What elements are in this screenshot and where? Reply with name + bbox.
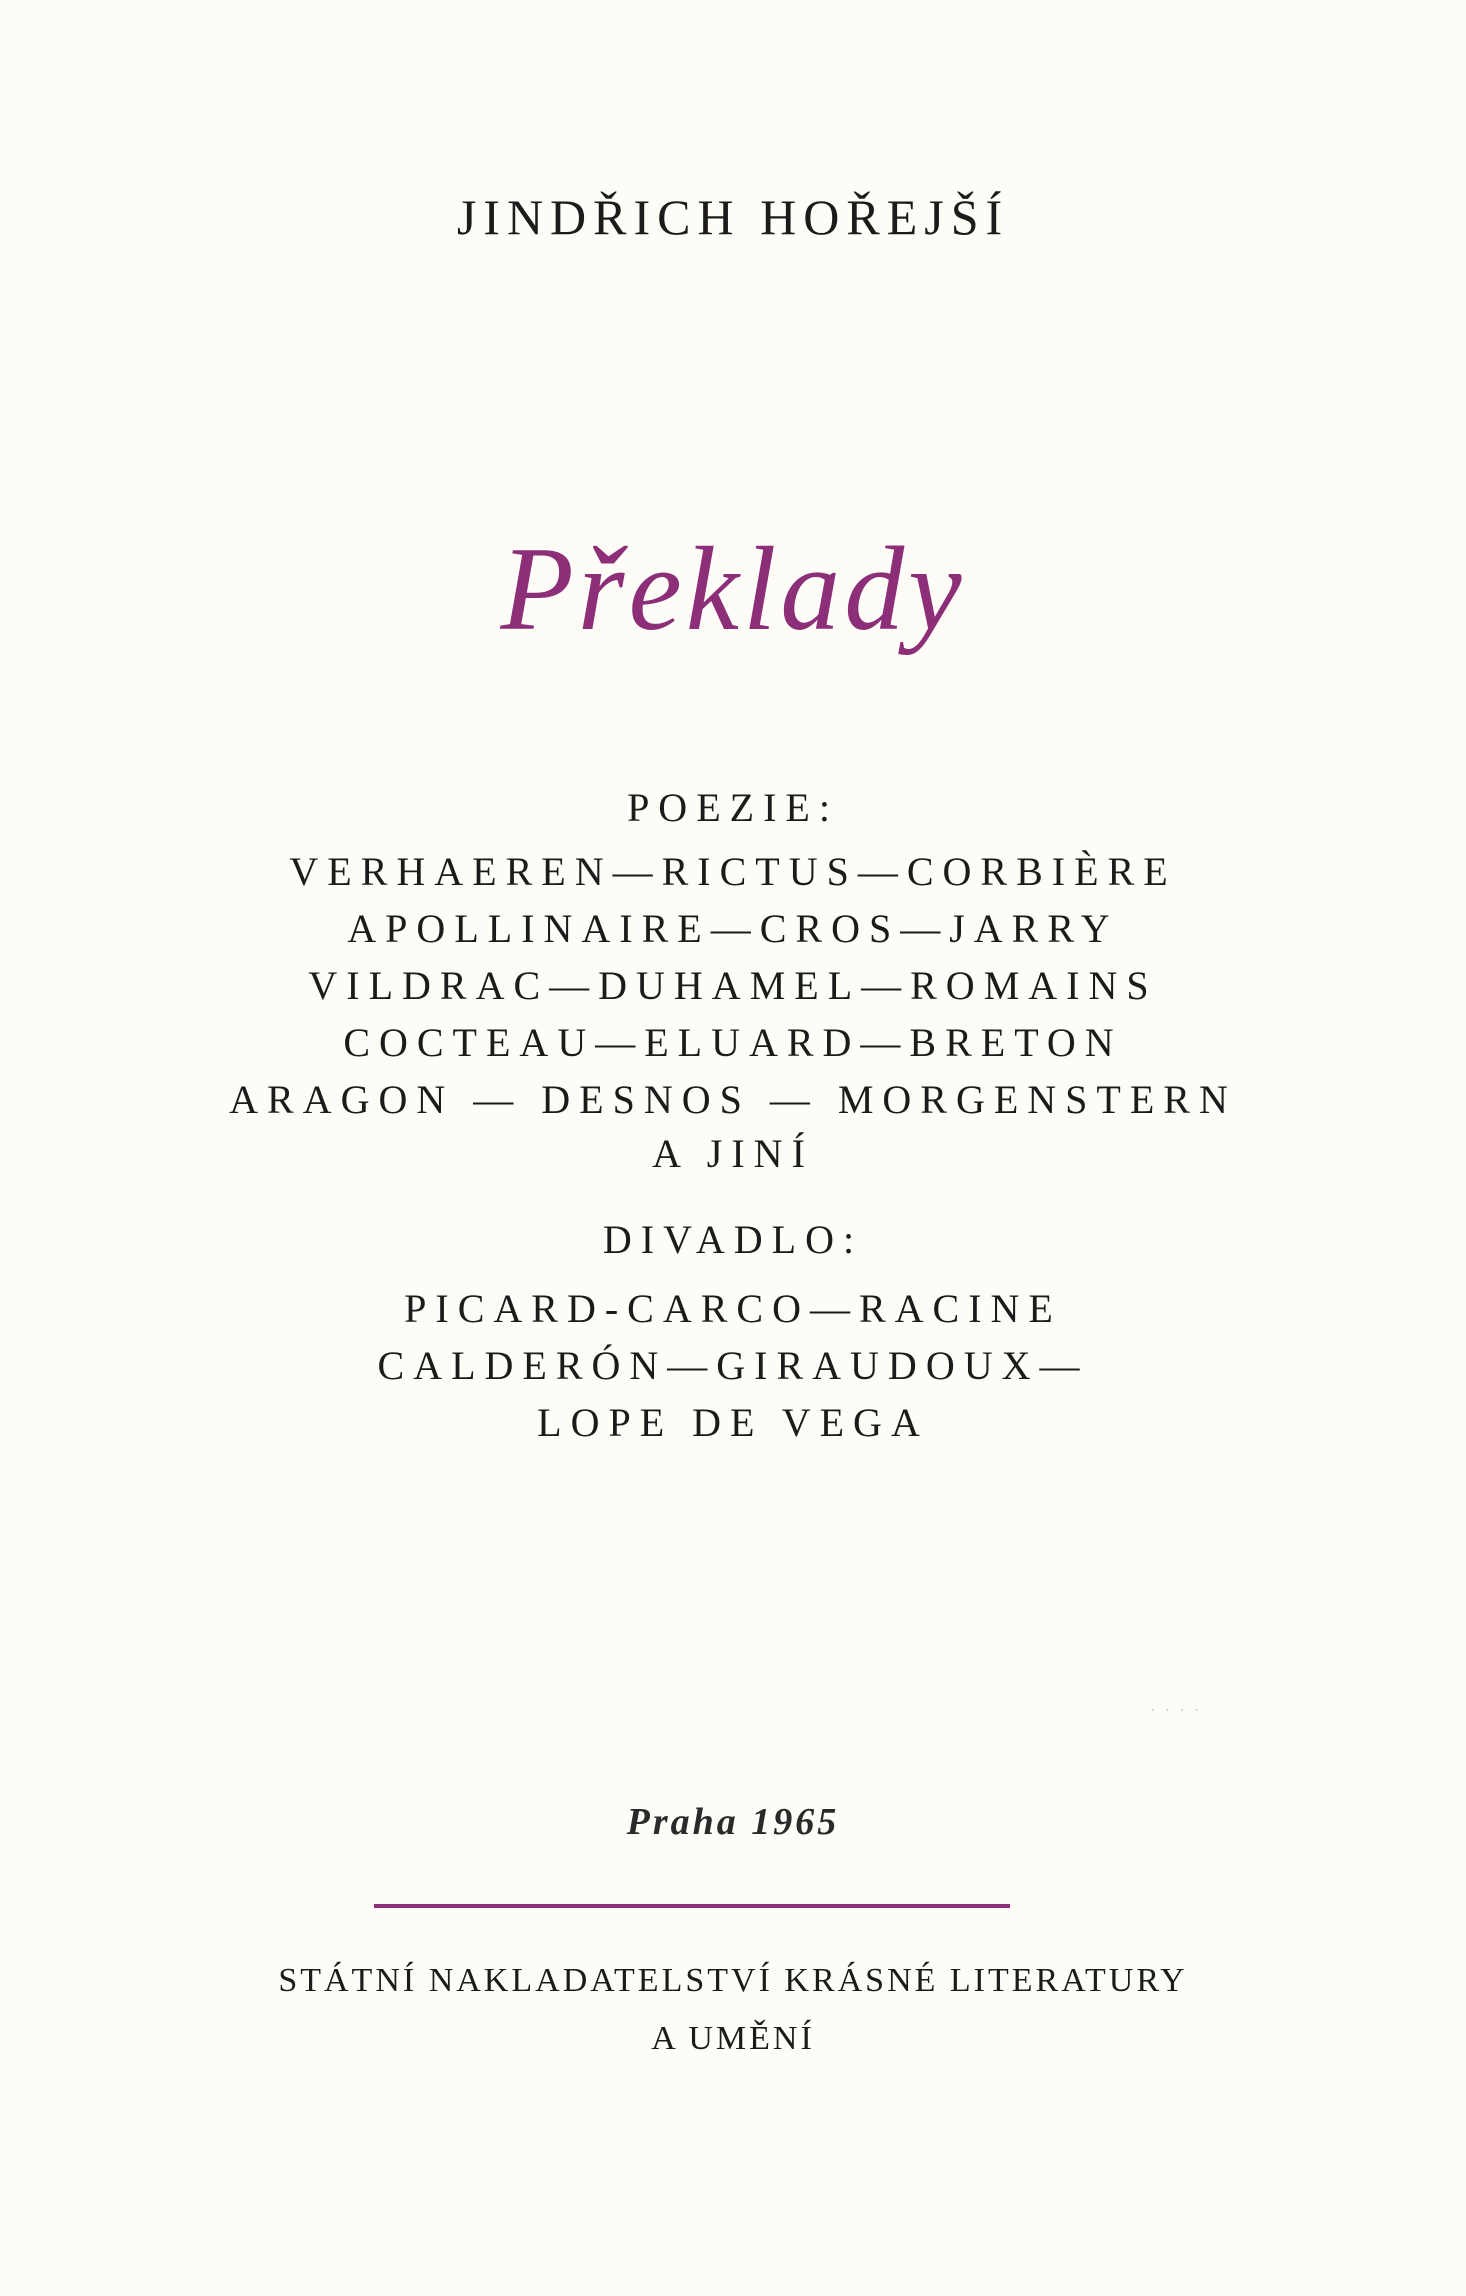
divadlo-line: PICARD-CARCO—RACINE — [404, 1286, 1062, 1331]
author-name: JINDŘICH HOŘEJŠÍ — [456, 189, 1010, 245]
library-stamp-trace: · · · · — [1150, 1700, 1202, 1720]
poezie-line: ARAGON — DESNOS — MORGENSTERN — [229, 1077, 1237, 1122]
poezie-line: APOLLINAIRE—CROS—JARRY — [347, 906, 1119, 951]
poezie-line: VERHAEREN—RICTUS—CORBIÈRE — [289, 849, 1177, 894]
poezie-line: VILDRAC—DUHAMEL—ROMAINS — [308, 963, 1158, 1008]
section-heading-poezie: POEZIE: — [627, 785, 839, 830]
poezie-line: A JINÍ — [652, 1131, 814, 1176]
publisher-line-1: STÁTNÍ NAKLADATELSTVÍ KRÁSNÉ LITERATURY — [278, 1962, 1188, 1999]
place-and-year: Praha 1965 — [626, 1801, 840, 1843]
book-title: Překlady — [500, 522, 966, 655]
section-heading-divadlo: DIVADLO: — [602, 1217, 864, 1262]
divadlo-line: CALDERÓN—GIRAUDOUX— — [377, 1343, 1089, 1388]
divider-rule — [374, 1904, 1010, 1908]
publisher-line-2: A UMĚNÍ — [651, 2020, 815, 2057]
divadlo-line: LOPE DE VEGA — [537, 1400, 929, 1445]
poezie-line: COCTEAU—ELUARD—BRETON — [343, 1020, 1123, 1065]
